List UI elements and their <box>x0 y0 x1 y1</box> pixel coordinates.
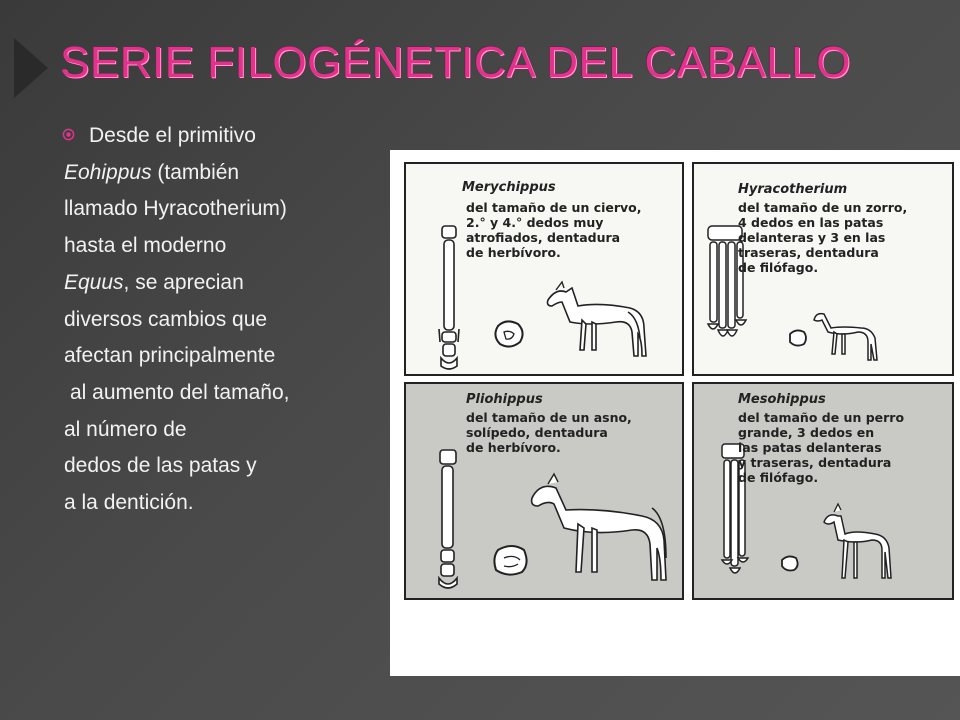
panel-name: Mesohippus <box>738 392 826 407</box>
bullet-line: dedos de las patas y <box>64 454 257 478</box>
panel-description: del tamaño de un perro grande, 3 dedos en las patas delanteras y traseras, dentadura de filófago. <box>738 410 905 485</box>
panel-name: Merychippus <box>462 180 556 195</box>
bullet-line: al aumento del tamaño, <box>70 380 290 404</box>
bullet-line: afectan principalmente <box>64 344 276 368</box>
bullet-line: Desde el primitivo <box>64 118 404 155</box>
slide-title: SERIE FILOGÉNETICA DEL CABALLO <box>60 38 851 87</box>
bullet-line: al número de <box>64 417 187 441</box>
genus-eohippus: Eohippus <box>64 160 152 184</box>
bullet-line: diversos cambios que <box>64 307 268 331</box>
bullet-line: hasta el moderno <box>64 234 227 258</box>
horse-evolution-figure <box>390 150 960 676</box>
panel-description: del tamaño de un asno, solípedo, dentadura de herbívoro. <box>466 410 632 455</box>
corner-arrow-decoration <box>14 38 48 98</box>
merychippus-illustration <box>406 164 682 374</box>
bullet-line: Equus, se aprecian <box>64 270 244 294</box>
panel-merychippus <box>404 162 684 376</box>
panel-pliohippus <box>404 382 684 600</box>
panel-name: Pliohippus <box>466 392 543 407</box>
genus-equus: Equus <box>64 270 124 294</box>
panel-hyracotherium <box>692 162 954 376</box>
panel-description: del tamaño de un ciervo, 2.° y 4.° dedos muy atrofiados, dentadura de herbívoro. <box>466 200 642 260</box>
bullet-circle-icon <box>62 128 75 141</box>
bullet-line: Eohippus (también <box>64 160 240 184</box>
panel-description: del tamaño de un zorro, 4 dedos en las patas delanteras y 3 en las traseras, dentadura de filófago. <box>738 200 908 275</box>
panel-mesohippus <box>692 382 954 600</box>
bullet-text-block <box>64 118 404 522</box>
bullet-line: llamado Hyracotherium) <box>64 197 287 221</box>
bullet-line: a la dentición. <box>64 491 194 515</box>
panel-name: Hyracotherium <box>738 182 848 197</box>
